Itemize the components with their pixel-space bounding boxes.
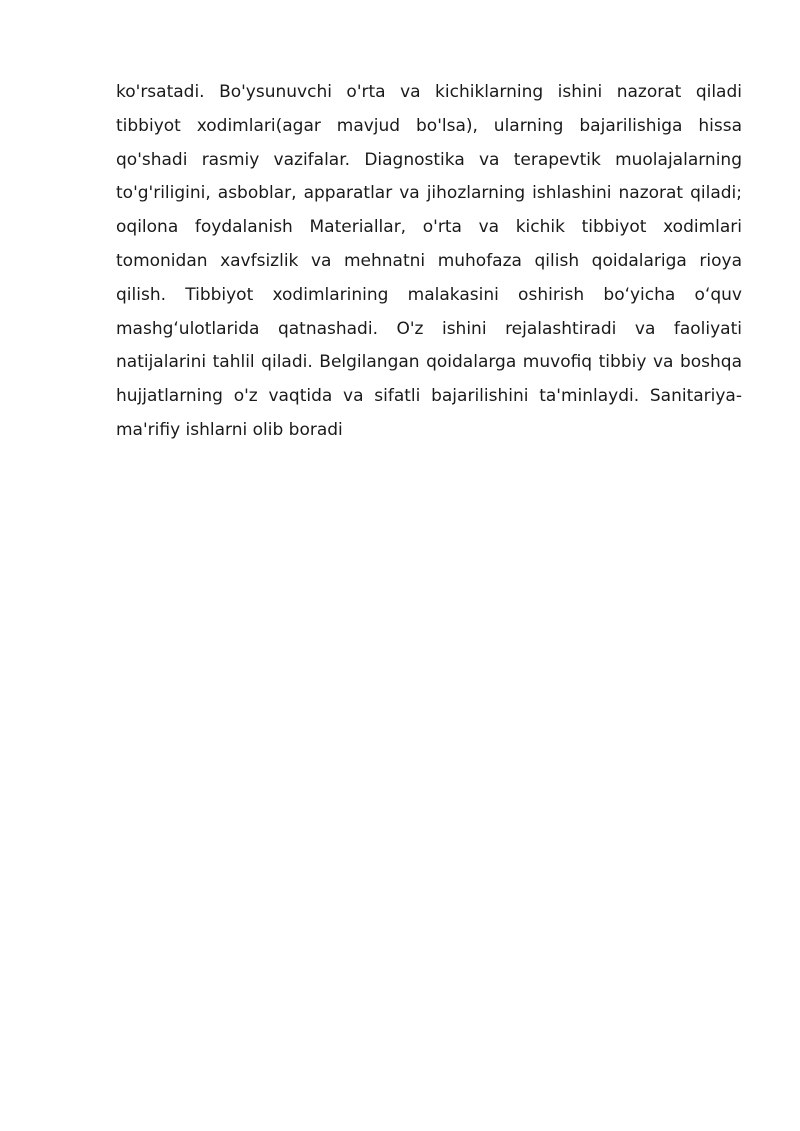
body-paragraph: ko'rsatadi. Bo'ysunuvchi o'rta va kichiklarning ishini nazorat qiladi tibbiyot xodimlari(agar mavjud bo'lsa), ularning bajarilishiga hissa qo'shadi rasmiy vazifalar. Diagnostika va terapevtik muolajalarning to'g'riligini, asboblar, apparatlar va jihozlarning ishlashini nazorat qiladi; oqilona foydalanish Materiallar, o'rta va kichik tibbiyot xodimlari tomonidan xavfsizlik va mehnatni muhofaza qilish qoidalariga rioya qilish. Tibbiyot xodimlarining malakasini oshirish boʻyicha oʻquv mashgʻulotlarida qatnashadi. O'z ishini rejalashtiradi va faoliyati natijalarini tahlil qiladi. Belgilangan qoidalarga muvofiq tibbiy va boshqa hujjatlarning o'z vaqtida va sifatli bajarilishini ta'minlaydi. Sanitariya-ma'rifiy ishlarni olib boradi [116,82,742,440]
